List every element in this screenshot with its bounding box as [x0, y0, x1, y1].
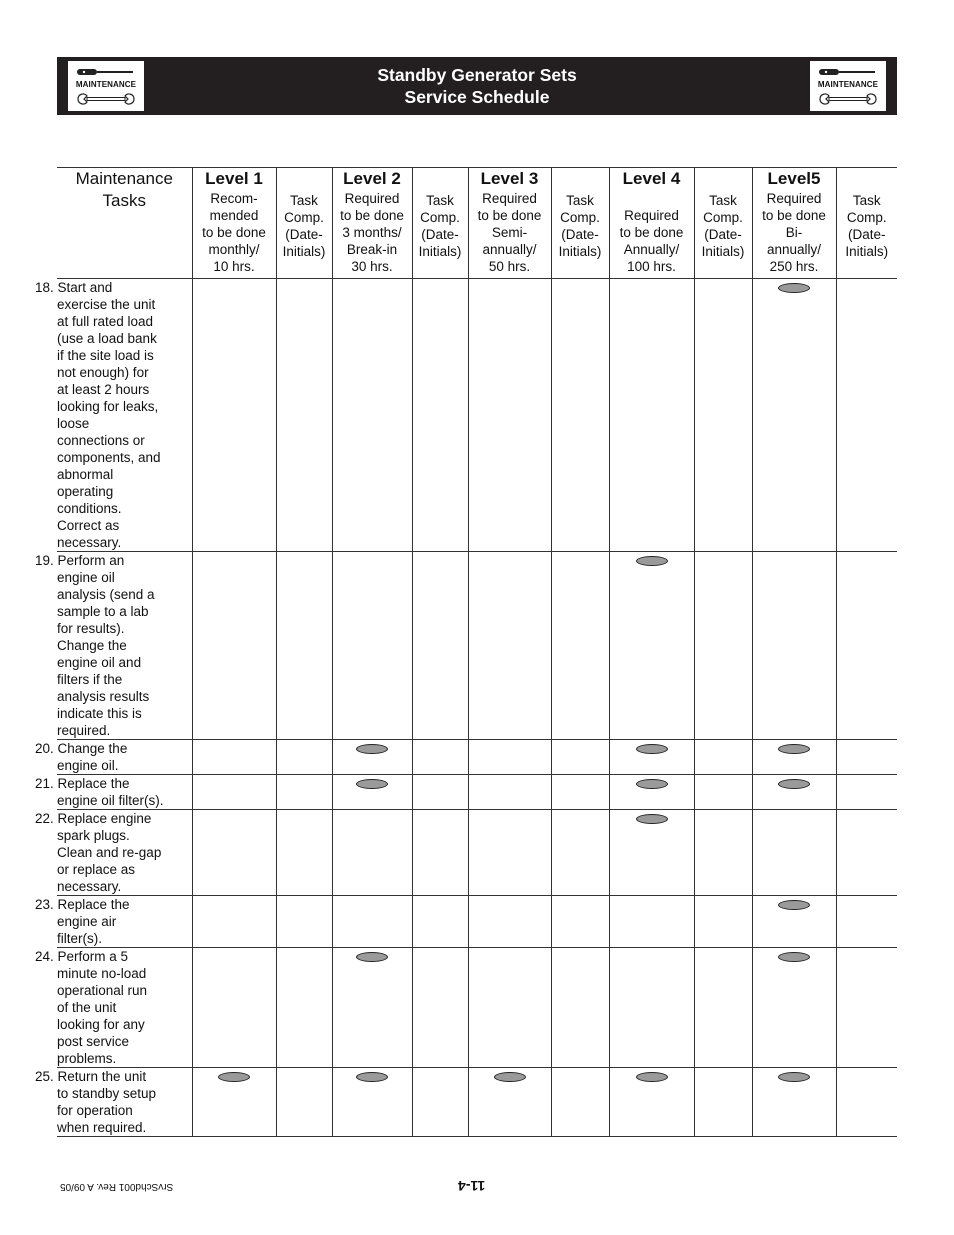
completion-header-line: Initials) [558, 244, 602, 259]
level-1-cell [192, 740, 276, 775]
required-marker-icon [778, 952, 810, 962]
task-header-line: Maintenance [75, 169, 173, 188]
required-marker-icon [218, 1072, 250, 1082]
completion-header-line: Task [709, 193, 737, 208]
table-row [57, 1068, 897, 1137]
badge-label: MAINTENANCE [817, 80, 879, 89]
required-marker-icon [778, 283, 810, 293]
task-completion-cell[interactable] [836, 948, 897, 1068]
level-description-line: Bi- [785, 225, 803, 240]
level-3-cell [468, 775, 551, 810]
level-3-cell [468, 896, 551, 948]
task-completion-cell[interactable] [694, 279, 752, 552]
level-description-line: Recom- [210, 191, 258, 206]
level-4-cell [609, 552, 694, 740]
completion-header-line: Comp. [703, 210, 743, 225]
level-4-cell [609, 948, 694, 1068]
task-header-line: Tasks [102, 191, 146, 210]
task-description [35, 775, 192, 810]
header-row [57, 168, 897, 279]
level-description-line: Annually/ [623, 242, 680, 257]
level-description-line: to be done [340, 208, 404, 223]
screwdriver-icon [818, 67, 878, 77]
level-2-cell [332, 896, 412, 948]
level-description-line: Required [766, 191, 822, 206]
task-completion-cell[interactable] [551, 1068, 609, 1137]
task-completion-cell[interactable] [551, 740, 609, 775]
task-completion-cell[interactable] [551, 896, 609, 948]
required-marker-icon [778, 744, 810, 754]
task-line: (use a load bank [57, 331, 157, 346]
required-marker-icon [778, 900, 810, 910]
required-marker-icon [636, 814, 668, 824]
task-line: 19. Perform an [35, 553, 125, 568]
task-line: to standby setup [57, 1086, 157, 1101]
level-1-header [192, 168, 276, 279]
level-5-header [752, 168, 836, 279]
maintenance-badge-left [68, 61, 144, 111]
task-completion-cell[interactable] [694, 740, 752, 775]
task-line: engine oil and [57, 655, 142, 670]
level-3-header [468, 168, 551, 279]
level-2-header [332, 168, 412, 279]
task-completion-cell[interactable] [412, 740, 468, 775]
task-line: necessary. [57, 879, 122, 894]
level-5-cell [752, 810, 836, 896]
level-description-line: 3 months/ [342, 225, 402, 240]
task-line: spark plugs. [57, 828, 130, 843]
table-row [57, 740, 897, 775]
required-marker-icon [778, 779, 810, 789]
task-completion-cell[interactable] [276, 948, 332, 1068]
level-4-cell [609, 740, 694, 775]
required-marker-icon [356, 952, 388, 962]
task-description [35, 279, 192, 552]
completion-header-line: Task [852, 193, 881, 208]
task-completion-cell[interactable] [551, 279, 609, 552]
required-marker-icon [356, 1072, 388, 1082]
task-description [35, 1068, 192, 1137]
task-completion-cell[interactable] [836, 279, 897, 552]
maintenance-tasks-header [57, 168, 192, 279]
task-line: connections or [57, 433, 145, 448]
task-completion-cell[interactable] [551, 552, 609, 740]
task-line: or replace as [57, 862, 136, 877]
task-description [35, 948, 192, 1068]
task-description [35, 810, 192, 896]
page-title [207, 64, 747, 108]
level-description-line [610, 190, 694, 207]
task-completion-cell[interactable] [276, 552, 332, 740]
task-line: problems. [57, 1051, 117, 1066]
table-row [57, 948, 897, 1068]
task-completion-cell[interactable] [276, 1068, 332, 1137]
level-name: Level 4 [622, 169, 681, 188]
level-3-cell [468, 740, 551, 775]
task-line: for operation [57, 1103, 133, 1118]
task-line: engine oil filter(s). [57, 793, 164, 808]
document-code: SrvSchd001 Rev. A 09/05 [60, 1181, 174, 1192]
required-marker-icon [636, 1072, 668, 1082]
completion-header-line: Task [290, 193, 318, 208]
task-completion-header [836, 168, 897, 279]
level-3-cell [468, 552, 551, 740]
completion-header-line: Task [566, 193, 594, 208]
task-line: 18. Start and [35, 280, 113, 295]
task-completion-header [551, 168, 609, 279]
level-2-cell [332, 279, 412, 552]
level-5-cell [752, 740, 836, 775]
task-completion-cell[interactable] [276, 896, 332, 948]
task-completion-cell[interactable] [412, 552, 468, 740]
task-completion-cell[interactable] [276, 775, 332, 810]
task-line: engine oil. [57, 758, 119, 773]
completion-header-line: Comp. [284, 210, 324, 225]
level-description-line: 50 hrs. [488, 259, 531, 274]
task-line: conditions. [57, 501, 122, 516]
level-description-line: Break-in [346, 242, 398, 257]
task-completion-cell[interactable] [694, 810, 752, 896]
completion-header-line: Initials) [845, 244, 889, 259]
level-3-cell [468, 279, 551, 552]
task-line: 20. Change the [35, 741, 128, 756]
table-row [57, 279, 897, 552]
task-line: sample to a lab [57, 604, 149, 619]
schedule-body [35, 279, 897, 1137]
level-4-cell [609, 896, 694, 948]
task-line: required. [57, 723, 111, 738]
level-2-cell [332, 775, 412, 810]
level-2-cell [332, 1068, 412, 1137]
task-line: loose [57, 416, 90, 431]
service-schedule-table [35, 167, 897, 1137]
task-line: filter(s). [57, 931, 102, 946]
level-description-line: mended [209, 208, 259, 223]
task-line: exercise the unit [57, 297, 156, 312]
required-marker-icon [494, 1072, 526, 1082]
task-completion-cell[interactable] [412, 810, 468, 896]
level-description-line: Required [624, 208, 679, 223]
task-line: post service [57, 1034, 130, 1049]
required-marker-icon [636, 556, 668, 566]
task-line: analysis results [57, 689, 150, 704]
level-description-line: annually/ [766, 242, 822, 257]
table-row [57, 775, 897, 810]
task-line: Correct as [57, 518, 120, 533]
required-marker-icon [356, 744, 388, 754]
level-name: Level 2 [343, 169, 401, 188]
maintenance-badge-right [810, 61, 886, 111]
task-completion-cell[interactable] [836, 552, 897, 740]
task-line: indicate this is [57, 706, 142, 721]
task-description [35, 740, 192, 775]
task-completion-cell[interactable] [836, 1068, 897, 1137]
task-completion-cell[interactable] [694, 948, 752, 1068]
level-5-cell [752, 896, 836, 948]
completion-header-line: Comp. [420, 210, 460, 225]
completion-header-line: Initials) [701, 244, 745, 259]
task-line: of the unit [57, 1000, 117, 1015]
completion-header-line: Initials) [282, 244, 326, 259]
task-line: when required. [57, 1120, 147, 1135]
required-marker-icon [636, 779, 668, 789]
completion-header-line: Initials) [418, 244, 462, 259]
wrench-icon [76, 93, 136, 105]
level-4-cell [609, 810, 694, 896]
required-marker-icon [778, 1072, 810, 1082]
task-completion-cell[interactable] [551, 775, 609, 810]
task-completion-cell[interactable] [551, 948, 609, 1068]
title-line-1: Standby Generator Sets [377, 65, 577, 85]
task-line: at least 2 hours [57, 382, 150, 397]
task-completion-cell[interactable] [551, 810, 609, 896]
level-1-cell [192, 279, 276, 552]
required-marker-icon [636, 744, 668, 754]
level-description-line: to be done [762, 208, 826, 223]
level-3-cell [468, 810, 551, 896]
level-3-cell [468, 948, 551, 1068]
task-completion-cell[interactable] [276, 279, 332, 552]
level-description-line: Semi- [491, 225, 528, 240]
task-completion-cell[interactable] [836, 740, 897, 775]
level-1-cell [192, 810, 276, 896]
task-completion-header [694, 168, 752, 279]
level-5-cell [752, 552, 836, 740]
task-line: engine air [57, 914, 117, 929]
level-description-line: to be done [619, 225, 684, 240]
task-completion-cell[interactable] [412, 896, 468, 948]
task-completion-cell[interactable] [276, 740, 332, 775]
task-completion-cell[interactable] [694, 552, 752, 740]
task-completion-cell[interactable] [694, 1068, 752, 1137]
task-completion-cell[interactable] [836, 896, 897, 948]
task-line: looking for any [57, 1017, 145, 1032]
table-row [57, 552, 897, 740]
task-description [35, 896, 192, 948]
task-line: Change the [57, 638, 127, 653]
level-4-cell [609, 1068, 694, 1137]
task-completion-cell[interactable] [694, 896, 752, 948]
task-completion-cell[interactable] [836, 810, 897, 896]
level-2-cell [332, 948, 412, 1068]
level-5-cell [752, 279, 836, 552]
level-description-line: to be done [202, 225, 266, 240]
task-completion-cell[interactable] [694, 775, 752, 810]
task-line: Clean and re-gap [57, 845, 162, 860]
task-completion-cell[interactable] [276, 810, 332, 896]
level-5-cell [752, 775, 836, 810]
task-completion-header [276, 168, 332, 279]
level-1-cell [192, 775, 276, 810]
task-description [35, 552, 192, 740]
level-4-cell [609, 775, 694, 810]
level-description-line: to be done [477, 208, 542, 223]
level-2-cell [332, 740, 412, 775]
task-line: components, and [57, 450, 161, 465]
level-1-cell [192, 896, 276, 948]
task-line: minute no-load [57, 966, 147, 981]
task-line: analysis (send a [57, 587, 155, 602]
task-completion-cell[interactable] [412, 279, 468, 552]
wrench-icon [818, 93, 878, 105]
level-2-cell [332, 810, 412, 896]
title-line-2: Service Schedule [404, 87, 550, 107]
completion-header-line: Comp. [560, 210, 600, 225]
completion-header-line: (Date- [704, 227, 742, 242]
table-row [57, 810, 897, 896]
task-line: 25. Return the unit [35, 1069, 147, 1084]
badge-label: MAINTENANCE [75, 80, 137, 89]
task-line: 22. Replace engine [35, 811, 152, 826]
level-5-cell [752, 948, 836, 1068]
task-completion-cell[interactable] [412, 1068, 468, 1137]
level-description-line: 100 hrs. [627, 259, 676, 274]
header-banner [57, 57, 897, 115]
task-line: 24. Perform a 5 [35, 949, 129, 964]
task-completion-cell[interactable] [836, 775, 897, 810]
level-5-cell [752, 1068, 836, 1137]
level-name: Level 3 [480, 169, 539, 188]
task-line: looking for leaks, [57, 399, 159, 414]
completion-header-line: Comp. [846, 210, 887, 225]
level-3-cell [468, 1068, 551, 1137]
level-4-cell [609, 279, 694, 552]
completion-header-line: (Date- [561, 227, 599, 242]
level-name: Level5 [767, 169, 821, 188]
completion-header-line: (Date- [847, 227, 886, 242]
task-line: not enough) for [57, 365, 149, 380]
task-line: engine oil [57, 570, 115, 585]
task-line: 23. Replace the [35, 897, 130, 912]
screwdriver-icon [76, 67, 136, 77]
task-completion-header [412, 168, 468, 279]
level-1-cell [192, 948, 276, 1068]
task-line: if the site load is [57, 348, 154, 363]
level-description-line: 250 hrs. [769, 259, 819, 274]
completion-header-line: Task [426, 193, 454, 208]
task-completion-cell[interactable] [412, 948, 468, 1068]
task-line: at full rated load [57, 314, 154, 329]
level-description-line: Required [482, 191, 537, 206]
task-line: necessary. [57, 535, 122, 550]
level-description-line: Required [344, 191, 400, 206]
task-line: operational run [57, 983, 148, 998]
task-line: abnormal [57, 467, 114, 482]
completion-header-line: (Date- [285, 227, 323, 242]
required-marker-icon [356, 779, 388, 789]
level-description-line: 10 hrs. [213, 259, 255, 274]
table-row [57, 896, 897, 948]
level-2-cell [332, 552, 412, 740]
level-description-line: monthly/ [208, 242, 260, 257]
level-4-header [609, 168, 694, 279]
completion-header-line: (Date- [421, 227, 459, 242]
task-line: 21. Replace the [35, 776, 130, 791]
level-description-line: annually/ [482, 242, 537, 257]
page-number: 11-4 [458, 1178, 486, 1194]
task-line: for results). [57, 621, 125, 636]
level-1-cell [192, 1068, 276, 1137]
task-line: filters if the [57, 672, 123, 687]
task-line: operating [57, 484, 114, 499]
level-description-line: 30 hrs. [351, 259, 393, 274]
level-1-cell [192, 552, 276, 740]
task-completion-cell[interactable] [412, 775, 468, 810]
level-name: Level 1 [205, 169, 263, 188]
